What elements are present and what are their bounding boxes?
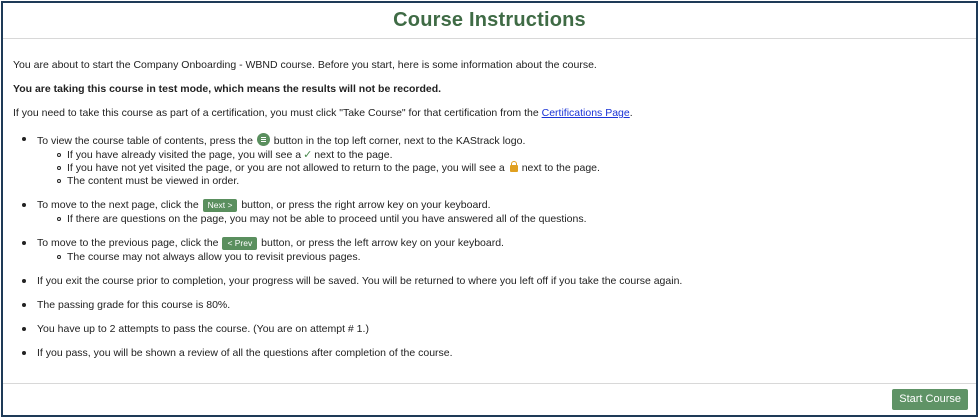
sublist-item-locked (67, 162, 976, 175)
visited-text-after: next to the page. (314, 149, 393, 161)
sublist-item-questions: If there are questions on the page, you may not be able to proceed until you have answered all of the questions. (67, 213, 976, 226)
checkmark-icon: ✓ (303, 149, 313, 161)
prev-button-sample: < Prev (222, 237, 257, 250)
locked-text-before: If you have not yet visited the page, or you are not allowed to return to the page, you will see a (67, 162, 505, 174)
lock-icon (510, 165, 518, 172)
start-course-button[interactable]: Start Course (892, 389, 968, 410)
certification-text-before: If you need to take this course as part of a certification, you must click "Take Course" for that certification from the (13, 107, 542, 119)
prev-sublist (37, 251, 976, 264)
instructions-list (13, 133, 976, 360)
list-item-passing-grade: The passing grade for this course is 80%. (31, 299, 976, 312)
sublist-item-order: The content must be viewed in order. (67, 175, 976, 188)
list-item-attempts: You have up to 2 attempts to pass the course. (You are on attempt # 1.) (31, 323, 976, 336)
list-item-next (31, 199, 976, 226)
visited-text-before: If you have already visited the page, you will see a (67, 149, 302, 161)
toc-text-before: To view the course table of contents, press the (37, 135, 253, 147)
page-title: Course Instructions (393, 9, 586, 31)
title-bar (3, 3, 976, 39)
prev-text-after: button, or press the left arrow key on your keyboard. (261, 237, 504, 249)
certifications-page-link[interactable]: Certifications Page (541, 107, 630, 119)
test-mode-notice: You are taking this course in test mode, which means the results will not be recorded. (13, 83, 442, 95)
certification-text (13, 107, 976, 120)
next-text-before: To move to the next page, click the (37, 199, 199, 211)
menu-icon (257, 133, 270, 146)
sublist-item-visited (67, 149, 976, 162)
list-item-prev (31, 237, 976, 264)
next-sublist (37, 213, 976, 226)
list-item-toc (31, 133, 976, 188)
next-button-sample: Next > (203, 199, 238, 212)
prev-text-before: To move to the previous page, click the (37, 237, 219, 249)
list-item-exit: If you exit the course prior to completion, your progress will be saved. You will be returned to where you left off if you take the course again. (31, 275, 976, 288)
intro-text: You are about to start the Company Onboarding - WBND course. Before you start, here is some information about the course. (13, 59, 597, 71)
sublist-item-revisit: The course may not always allow you to revisit previous pages. (67, 251, 976, 264)
course-instructions-panel (1, 1, 978, 417)
toc-sublist (37, 149, 976, 188)
footer-bar (3, 383, 976, 415)
toc-text-after: button in the top left corner, next to the KAStrack logo. (273, 135, 526, 147)
certification-text-after: . (629, 107, 633, 119)
instructions-content (3, 39, 976, 360)
locked-text-after: next to the page. (521, 162, 600, 174)
next-text-after: button, or press the right arrow key on your keyboard. (241, 199, 491, 211)
list-item-review: If you pass, you will be shown a review of all the questions after completion of the course. (31, 347, 976, 360)
